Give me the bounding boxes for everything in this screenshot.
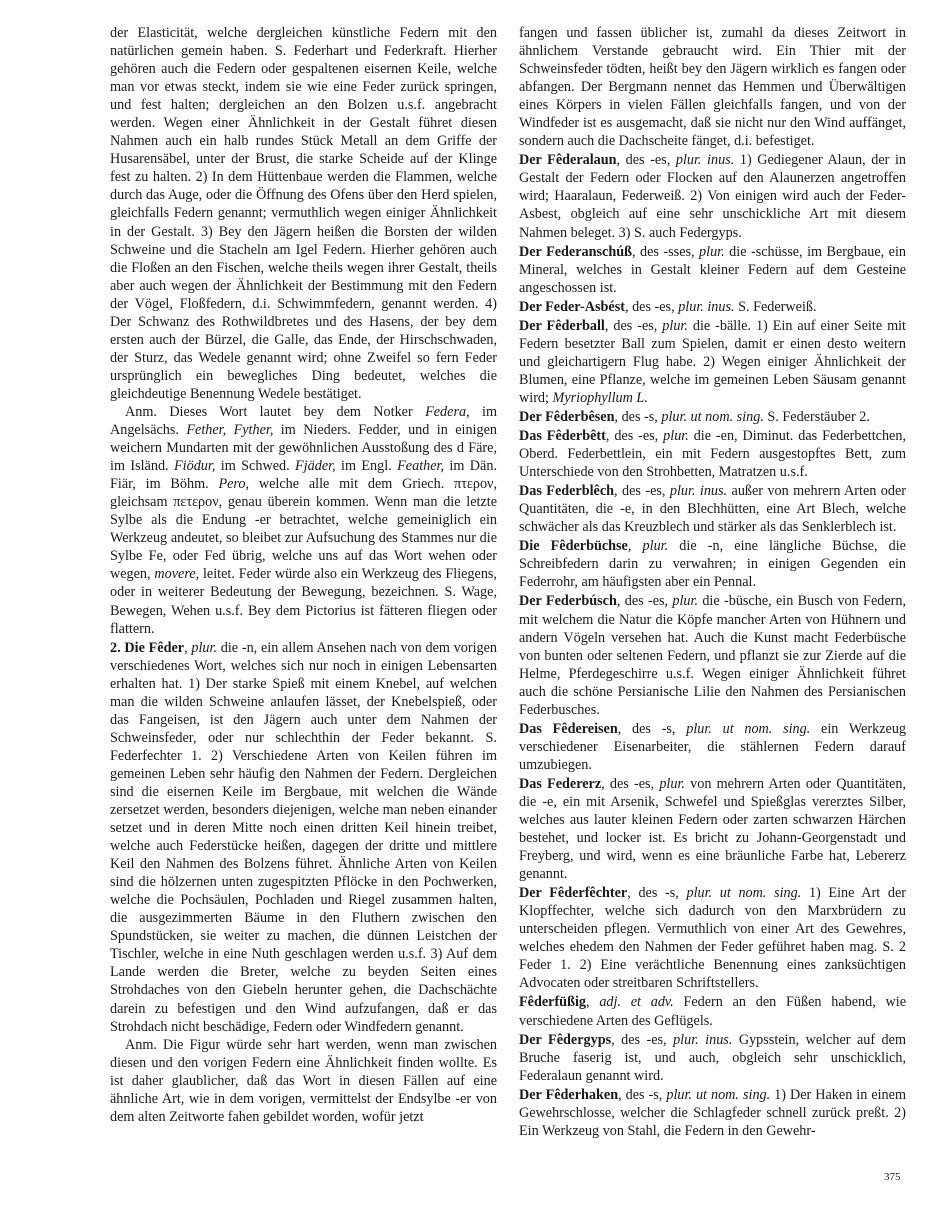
italic-term: plur. bbox=[699, 243, 725, 260]
entry-headword: Die Fêderbüchse bbox=[519, 538, 628, 555]
italic-term: plur. inus. bbox=[669, 483, 728, 500]
entry-federbett bbox=[519, 427, 906, 481]
text-run: , des -es, bbox=[616, 152, 676, 169]
italic-term: Myriophyllum L. bbox=[552, 389, 648, 406]
text-run: , des -s, bbox=[618, 1086, 667, 1103]
text-run: , des -es, bbox=[611, 1031, 674, 1048]
italic-term: plur. bbox=[642, 538, 669, 555]
text-run: , bbox=[184, 639, 192, 656]
entry-headword: Das Fêdereisen bbox=[519, 720, 618, 737]
entry-federblech bbox=[519, 482, 906, 536]
italic-term: plur. inus. bbox=[675, 152, 735, 169]
italic-term: plur. ut nom. sing. bbox=[686, 885, 802, 902]
entry-federeisen bbox=[519, 720, 906, 774]
entry-feder-asbest bbox=[519, 298, 906, 316]
italic-term: Fether, Fyther, bbox=[186, 422, 274, 439]
entry-headword: Der Fêderbêsen bbox=[519, 408, 615, 425]
entry-federbusch bbox=[519, 592, 906, 718]
entry-federfechter bbox=[519, 884, 906, 992]
text-run: die -n, eine längliche Büchse, die Schreibfedern darin zu verwahren; in einigen Gegenden ein Federrohr, am häufigsten aber ein Pennal. bbox=[519, 538, 906, 591]
text-run: die -schüsse, im Bergbaue, ein Mineral, welches in Gestalt kleiner Federn auf dem Gesteine angeschossen ist. bbox=[519, 243, 906, 296]
text-run: , des -s, bbox=[627, 885, 687, 902]
text-run: , bbox=[586, 994, 600, 1011]
entry-headword: Der Fêderball bbox=[519, 317, 605, 334]
entry-headword: Der Fêderhaken bbox=[519, 1086, 619, 1103]
entry-federhaken bbox=[519, 1086, 906, 1140]
text-run: außer von mehrern Arten oder Quantitäten, die -e, in den Blechhütten, eine Art Blech, welche schwächer als das Kreuzblech und stärker als das Senklerblech ist. bbox=[519, 483, 906, 536]
annotation-paragraph bbox=[110, 403, 497, 638]
italic-term: plur. inus. bbox=[678, 298, 735, 315]
text-run: im Dän. Fiär, im Böhm. bbox=[110, 458, 497, 493]
text-run: , des -es, bbox=[605, 428, 664, 445]
italic-term: Fiödur, bbox=[174, 458, 216, 475]
entry-headword: Der Federbúsch bbox=[519, 593, 617, 610]
italic-term: plur. bbox=[191, 639, 218, 656]
italic-term: Fjäder, bbox=[295, 458, 336, 475]
text-run: die -büsche, ein Busch von Federn, mit welchem die Natur die Köpfe mancher Arten von Hühnern und andern Vögeln versehen hat. Auch die Kunst macht Federbüsche von bunten oder seltenen Federn, und pflanzt sie zur Zierde auf die Helme, Pferdegeschirre u.s.f. Wegen einiger Ähnlichkeit führet auch die schöne Persianische Lilie den Nahmen des Persianischen Federbusches. bbox=[519, 593, 906, 718]
italic-term: Federa, bbox=[425, 403, 470, 420]
text-run: , des -s, bbox=[614, 408, 662, 425]
entry-headword: Fêderfüßig bbox=[519, 994, 586, 1011]
text-run: , des -s, bbox=[617, 720, 687, 737]
continued-text: fangen und fassen üblicher ist, zumahl da dieses Zeitwort in ähnlichem Verstande gebraucht wird. Ein Thier mit der Schweinsfeder tödten, heißt bey den Jägern wirklich es fangen oder abfangen. Der Bergmann nennet das Hemmen und Überwältigen eines Körpers in vielen Fällen gleichfalls fangen, und von der Windfeder ist es ausgemacht, daß sie nicht nur den Wind auffänget, sondern auch die Dachscheite fänget, d.i. befestiget. bbox=[519, 25, 906, 150]
italic-term: plur. inus. bbox=[673, 1031, 733, 1048]
entry-headword: Der Feder-Asbést bbox=[519, 298, 625, 315]
entry-federfuessig bbox=[519, 993, 906, 1029]
entry-federball bbox=[519, 317, 906, 407]
entry-federgyps bbox=[519, 1031, 906, 1085]
text-run: 1) Eine Art der Klopffechter, welche sich dadurch von den Marxbrüdern zu unterscheiden pflegen. Vermuthlich von einer Art des Gewehres, welches ehedem den Nahmen der Feder geführet haben mag. S. 2 Feder 1. 2) Eine verächtliche Benennung eines zanksüchtigen Advocaten oder streitbaren Schriftstellers. bbox=[519, 885, 907, 992]
italic-term: plur. bbox=[659, 775, 685, 792]
italic-term: plur. ut nom. sing. bbox=[686, 720, 811, 737]
entry-federerz bbox=[519, 775, 906, 883]
text-run: , des -sses, bbox=[632, 243, 700, 260]
entry-headword: Der Fêderfêchter bbox=[519, 885, 628, 902]
entry-headword: Der Fêdergyps bbox=[519, 1031, 612, 1048]
text-run: leitet. Feder würde also ein Werkzeug des Fliegens, oder in weiterer Bedeutung der Bewegung, bezeichnen. S. Wage, Bewegen, Wehen u.s.f. Bey dem Pictorius ist fätteren fliegen oder flattern. bbox=[110, 566, 497, 637]
text-run: welche alle mit dem Griech. πτερον, gleichsam πετερον, genau überein kommen. Wenn man die letzte Sylbe als die Endung -er betrachtet, welche gemeiniglich ein Werkzeug andeutet, so bleibet zur Aufsuchung des Stammes nur die Sylbe Fe, oder Fed übrig, welche uns auf das Wort wehen oder wegen, bbox=[110, 476, 498, 583]
text-run: im Engl. bbox=[335, 458, 398, 475]
text-run: S. Federweiß. bbox=[734, 298, 817, 315]
entry-headword: Das Federerz bbox=[519, 775, 602, 792]
text-run: ein Werkzeug verschiedener Eisenarbeiter, die stählernen Federn darauf umzubiegen. bbox=[519, 720, 907, 773]
text-run: 1) Der Haken in einem Gewehrschlosse, welcher die Schlagfeder schnell zurück preßt. 2) Ein Werkzeug von Stahl, die Federn in den Gewehr- bbox=[519, 1086, 906, 1139]
text-run: 1) Gediegener Alaun, der in Gestalt der Federn oder Flocken auf den Alaunerzen angetroffen wird; Haaralaun, Federweiß. 2) Von einigen wird auch der Feder-Asbest, obgleich auf eine sehr unschickliche Art mit diesem Nahmen beleget. 3) S. auch Federgyps. bbox=[519, 152, 906, 241]
text-run: Federn an den Füßen habend, wie verschiedene Arten des Geflügels. bbox=[519, 994, 906, 1029]
italic-term: Pero, bbox=[218, 476, 250, 493]
text-run: , bbox=[627, 538, 643, 555]
entry-federbesen bbox=[519, 408, 906, 426]
entry-headword: Der Federanschúß bbox=[519, 243, 632, 260]
text-run: , des -es, bbox=[616, 593, 673, 610]
text-run: , des -es, bbox=[601, 775, 660, 792]
italic-term: plur. bbox=[662, 317, 688, 334]
text-run: die -bälle. 1) Ein auf einer Seite mit Federn besetzter Ball zum Spielen, damit er einen desto weitern und gleichartigern Flug habe. 2) Wegen einiger Ähnlichkeit der Blumen, eine Pflanze, welche im gemeinen Leben Säusam genannt wird; bbox=[519, 317, 906, 406]
entry-headword: Das Federblêch bbox=[519, 483, 615, 500]
entry-federanschuss bbox=[519, 243, 906, 297]
italic-term: plur. bbox=[663, 428, 689, 445]
italic-term: plur. ut nom. sing. bbox=[661, 408, 764, 425]
text-run: die -n, ein allem Ansehen nach von dem vorigen verschiedenes Wort, welches sich nur noch in einigen Lebensarten erhalten hat. 1) Der starke Spieß mit einem Knebel, auf welchen man die wilden Schweine anlaufen lässet, der Knebelspieß, oder das Fangeisen, ist den Jägern auch unter dem Nahmen der Schweinsfeder, oder nur schlechthin der Feder bekannt. S. Federfechter 1. 2) Verschiedene Arten von Keilen führen im gemeinen Leben sehr häufig den Nahmen der Federn. Dergleichen sind die eisernen Keile im Bergbaue, mit welchen die Wände zersetzet werden, besonders diejenigen, welche man neben einander setzet und in deren Mitte noch einen dritten Keil hinein treibet, welche auch Federstücke heißen, dagegen der dritte und mittlere Keil den Nahmen des Bolzens führet. Ähnliche Arten von Keilen sind die hölzernen unten zugespitzten Pflöcke in den Pochwerken, welche die Pochsäulen, Pochladen und Riegel zusammen halten, die ausgezimmerten Bäume in den Fluthern zwischen den Spundstücken, sie weiter zu machen, die dünnen Leistchen der Tischler, welche in eine Nuth geschlagen werden u.s.f. 3) Auf dem Lande werden die Breter, welche zu beyden Seiten eines Strohdaches von den Giebeln herunter gehen, die Dachschächte darein zu befestigen und den Wind aufzufangen, daß er das Strohdach nicht beschädige, Federn oder Windfedern genannt. bbox=[110, 639, 498, 1035]
entry-die-feder-2 bbox=[110, 639, 497, 1036]
italic-term: Feather, bbox=[397, 458, 445, 475]
entry-headword: 2. Die Fêder bbox=[110, 639, 185, 656]
text-run: von mehrern Arten oder Quantitäten, die -e, ein mit Arsenik, Schwefel und Spießglas vererztes Silber, welches aus lauter kleinen Federn oder zarten schwarzen Härchen bestehet, und locker ist. Es bricht zu Johann-Georgenstadt und Freyberg, und wird, wenn es eine bräunliche Farbe hat, Lebererz genannt. bbox=[519, 775, 906, 883]
entry-federbuechse bbox=[519, 537, 906, 591]
italic-term: plur. bbox=[672, 593, 699, 610]
entry-headword: Das Fêderbêtt bbox=[519, 428, 606, 445]
left-column bbox=[110, 24, 497, 1126]
italic-term: plur. ut nom. sing. bbox=[666, 1086, 771, 1103]
italic-term: movere, bbox=[154, 566, 200, 583]
italic-term: adj. et adv. bbox=[599, 994, 674, 1011]
text-run: Anm. Dieses Wort lautet bey dem Notker bbox=[125, 403, 426, 420]
text-run: , des -es, bbox=[614, 483, 670, 500]
entry-headword: Der Fêderalaun bbox=[519, 152, 617, 169]
text-run: im Schwed. bbox=[215, 458, 296, 475]
paragraph-elasticitaet: der Elasticität, welche dergleichen künstliche Federn mit den natürlichen gemein haben. S. Federhart und Federkraft. Hierher gehören auch die Federn oder gespaltenen eisernen Keile, welche man vor etwas steckt, indem sie wie eine Feder zurück springen, und fest halten; dergleichen an den Bolzen u.s.f. angebracht werden. Wegen einer Ähnlichkeit in der Gestalt führet diesen Nahmen auch ein halb rundes Stück Metall an dem Griffe der Husarensäbel, unter der Brust, die starke Scheide auf der Klinge fest zu halten. 2) In dem Hüttenbaue werden die Flammen, welche durch das Auge, oder die Öffnung des Ofens über den Herd spielen, gleichfalls Federn genannt; vermuthlich wegen einiger Ähnlichkeit in der Gestalt. 3) Bey den Jägern heißen die Borsten der wilden Schweine und die Stacheln am Igel Federn. Hierher gehören auch die Floßen an den Fischen, welche theils wegen ihrer Gestalt, theils aber auch wegen der Ähnlichkeit der Bestimmung mit den Federn der Vögel, Floßfedern, d.i. Schwimmfedern, genannt werden. 4) Der Schwanz des Rothwildbretes und des Hasens, der bey dem ersten auch der Bürzel, die Galle, das Ende, der Hirschschwaden, der Sturz, das Wedele genannt wird; ohne Zweifel so fern Feder ursprünglich ein bewegliches Ding bedeutet, welches die gleichdeutige Benennung Wedele bestätiget. bbox=[110, 25, 497, 402]
text-run: im Nieders. Fedder, und in einigen weichern Mundarten mit der gewöhnlichen Ausstoßung des d Färe, im Isländ. bbox=[110, 422, 497, 475]
text-run: , des -es, bbox=[624, 298, 679, 315]
text-run: im Angelsächs. bbox=[110, 403, 497, 439]
right-column bbox=[519, 24, 906, 1140]
annotation-paragraph: Anm. Die Figur würde sehr hart werden, wenn man zwischen diesen und den vorigen Federn eine Ähnlichkeit finden wollte. Es ist daher glaublicher, daß das Wort in diesen Fällen auf eine ähnliche Art, wie in dem vorigen, vermittelst der Endsylbe -er von dem alten Zeitworte fahen gebildet worden, wofür jetzt bbox=[110, 1036, 497, 1125]
text-run: Gypsstein, welcher auf dem Bruche faserig ist, und auch, obgleich sehr unschicklich, Federalaun genannt wird. bbox=[519, 1031, 906, 1084]
text-run: die -en, Diminut. das Federbettchen, Oberd. Federbettlein, ein mit Federn ausgestopftes Bett, zum Unterschiede von den Strohbetten, Matratzen u.s.f. bbox=[519, 428, 906, 481]
text-run: S. Federstäuber 2. bbox=[763, 408, 870, 425]
entry-federalaun bbox=[519, 151, 906, 241]
page-number: 375 bbox=[884, 1171, 901, 1183]
text-run: , des -es, bbox=[604, 317, 663, 334]
